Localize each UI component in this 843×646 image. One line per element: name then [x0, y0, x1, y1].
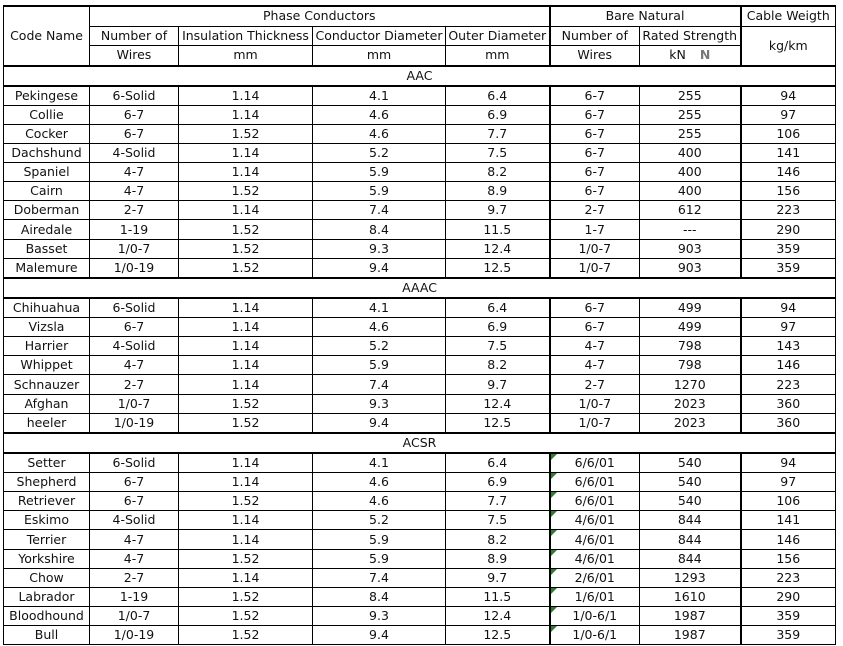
- outer-diameter-cell[interactable]: 6.9: [446, 473, 550, 492]
- code-name-cell[interactable]: Terrier: [4, 530, 90, 549]
- phase-wires-cell[interactable]: 1/0-7: [90, 607, 179, 626]
- rated-strength-header[interactable]: Rated Strength: [640, 26, 741, 46]
- table-row: [4, 549, 836, 568]
- insulation-cell[interactable]: 1.52: [179, 239, 313, 258]
- table-row: [4, 143, 836, 162]
- outer-diameter-cell[interactable]: 8.9: [446, 182, 550, 201]
- rated-strength-cell[interactable]: 798: [640, 337, 741, 356]
- table-row: [4, 258, 836, 278]
- phase-wires-cell[interactable]: 6-7: [90, 124, 179, 143]
- rated-strength-cell[interactable]: 903: [640, 239, 741, 258]
- outer-diameter-cell[interactable]: 7.7: [446, 124, 550, 143]
- phase-wires-cell[interactable]: 6-7: [90, 318, 179, 337]
- table-row: [4, 318, 836, 337]
- code-name-cell[interactable]: Labrador: [4, 587, 90, 606]
- rated-strength-cell[interactable]: 499: [640, 298, 741, 318]
- outer-unit-header[interactable]: mm: [446, 46, 550, 66]
- phase-wires-cell[interactable]: 2-7: [90, 568, 179, 587]
- insulation-cell[interactable]: 1.14: [179, 318, 313, 337]
- phase-wires-cell[interactable]: 1/0-7: [90, 239, 179, 258]
- weight-cell[interactable]: 106: [741, 492, 836, 511]
- weight-cell[interactable]: 223: [741, 201, 836, 220]
- bare-wires-cell[interactable]: 6-7: [550, 318, 640, 337]
- code-name-cell[interactable]: Doberman: [4, 201, 90, 220]
- table-row: [4, 626, 836, 645]
- table-row: [4, 124, 836, 143]
- weight-cell[interactable]: 156: [741, 549, 836, 568]
- outer-diameter-cell[interactable]: 12.5: [446, 258, 550, 278]
- bare-wires-cell[interactable]: 4/6/01: [550, 511, 640, 530]
- conductor-diameter-cell[interactable]: 9.3: [313, 239, 446, 258]
- insulation-cell[interactable]: 1.14: [179, 530, 313, 549]
- outer-diameter-cell[interactable]: 6.4: [446, 298, 550, 318]
- conductor-diameter-cell[interactable]: 5.9: [313, 356, 446, 375]
- table-row: [4, 86, 836, 106]
- code-name-cell[interactable]: heeler: [4, 413, 90, 433]
- bare-wires-cell[interactable]: 6/6/01: [550, 453, 640, 473]
- rated-strength-cell[interactable]: 2023: [640, 394, 741, 413]
- bare-wires-cell[interactable]: 6-7: [550, 182, 640, 201]
- bare-wires-cell[interactable]: 2/6/01: [550, 568, 640, 587]
- insulation-cell[interactable]: 1.14: [179, 375, 313, 394]
- weight-cell[interactable]: 141: [741, 511, 836, 530]
- conductor-diameter-cell[interactable]: 9.3: [313, 394, 446, 413]
- outer-diameter-cell[interactable]: 12.4: [446, 394, 550, 413]
- weight-cell[interactable]: 156: [741, 182, 836, 201]
- rated-strength-cell[interactable]: 1610: [640, 587, 741, 606]
- bare-wires-cell[interactable]: 2-7: [550, 375, 640, 394]
- rated-strength-cell[interactable]: 1293: [640, 568, 741, 587]
- weight-cell[interactable]: 359: [741, 239, 836, 258]
- bare-wires-cell[interactable]: 6-7: [550, 105, 640, 124]
- section-title[interactable]: AAC: [4, 66, 836, 86]
- weight-cell[interactable]: 223: [741, 375, 836, 394]
- conductor-diameter-cell[interactable]: 9.4: [313, 258, 446, 278]
- insulation-cell[interactable]: 1.14: [179, 473, 313, 492]
- bare-wires-cell[interactable]: 6/6/01: [550, 473, 640, 492]
- section-row: [4, 66, 836, 86]
- outer-diameter-cell[interactable]: 12.4: [446, 239, 550, 258]
- phase-wires-cell[interactable]: 4-7: [90, 549, 179, 568]
- table-row: [4, 298, 836, 318]
- outer-diameter-cell[interactable]: 7.5: [446, 511, 550, 530]
- conductor-diameter-cell[interactable]: 9.4: [313, 413, 446, 433]
- outer-diameter-cell[interactable]: 9.7: [446, 375, 550, 394]
- code-name-cell[interactable]: Cairn: [4, 182, 90, 201]
- rated-strength-cell[interactable]: 844: [640, 549, 741, 568]
- table-row: [4, 105, 836, 124]
- outer-diameter-cell[interactable]: 8.2: [446, 530, 550, 549]
- section-row: [4, 433, 836, 453]
- weight-cell[interactable]: 143: [741, 337, 836, 356]
- outer-diameter-cell[interactable]: 8.9: [446, 549, 550, 568]
- outer-diameter-cell[interactable]: 12.4: [446, 607, 550, 626]
- cable-spec-table: [3, 5, 836, 645]
- bare-wires-header[interactable]: Wires: [550, 46, 640, 66]
- bare-wires-cell[interactable]: 1-7: [550, 220, 640, 239]
- phase-wires-cell[interactable]: 4-Solid: [90, 511, 179, 530]
- weight-cell[interactable]: 97: [741, 105, 836, 124]
- n-mark-label: N: [699, 47, 711, 63]
- outer-diameter-cell[interactable]: 6.9: [446, 318, 550, 337]
- conductor-diameter-cell[interactable]: 5.9: [313, 549, 446, 568]
- insulation-cell[interactable]: 1.14: [179, 105, 313, 124]
- insulation-cell[interactable]: 1.52: [179, 549, 313, 568]
- weight-cell[interactable]: 359: [741, 626, 836, 645]
- table-row: [4, 568, 836, 587]
- outer-diameter-cell[interactable]: 9.7: [446, 201, 550, 220]
- conductor-diameter-cell[interactable]: 5.9: [313, 530, 446, 549]
- insulation-cell[interactable]: 1.14: [179, 511, 313, 530]
- rated-strength-cell[interactable]: 540: [640, 492, 741, 511]
- rated-strength-cell[interactable]: 844: [640, 511, 741, 530]
- code-name-header[interactable]: Code Name: [4, 6, 90, 66]
- conductor-diameter-cell[interactable]: 5.2: [313, 143, 446, 162]
- conductor-diameter-cell[interactable]: 9.3: [313, 607, 446, 626]
- weight-cell[interactable]: 360: [741, 413, 836, 433]
- phase-wires-cell[interactable]: 4-Solid: [90, 337, 179, 356]
- insulation-cell[interactable]: 1.52: [179, 413, 313, 433]
- phase-wires-cell[interactable]: 1-19: [90, 220, 179, 239]
- bare-wires-cell[interactable]: 4/6/01: [550, 530, 640, 549]
- code-name-cell[interactable]: Whippet: [4, 356, 90, 375]
- phase-wires-cell[interactable]: 1/0-7: [90, 394, 179, 413]
- insulation-cell[interactable]: 1.14: [179, 568, 313, 587]
- bare-wires-cell[interactable]: 6/6/01: [550, 492, 640, 511]
- phase-wires-cell[interactable]: 1/0-19: [90, 413, 179, 433]
- phase-wires-header[interactable]: Wires: [90, 46, 179, 66]
- bare-wires-cell[interactable]: 1/0-7: [550, 239, 640, 258]
- rated-strength-cell[interactable]: 400: [640, 182, 741, 201]
- conductor-unit-header[interactable]: mm: [313, 46, 446, 66]
- rated-strength-cell[interactable]: 400: [640, 143, 741, 162]
- bare-wires-cell[interactable]: 4-7: [550, 356, 640, 375]
- code-name-cell[interactable]: Cocker: [4, 124, 90, 143]
- table-row: [4, 375, 836, 394]
- bare-wires-cell[interactable]: 1/0-7: [550, 394, 640, 413]
- conductor-diameter-cell[interactable]: 5.9: [313, 182, 446, 201]
- table-row: [4, 473, 836, 492]
- code-name-cell[interactable]: Dachshund: [4, 143, 90, 162]
- section-title[interactable]: AAAC: [4, 278, 836, 298]
- insulation-cell[interactable]: 1.52: [179, 607, 313, 626]
- phase-wires-cell[interactable]: 6-7: [90, 473, 179, 492]
- rated-strength-cell[interactable]: 1987: [640, 607, 741, 626]
- conductor-diameter-cell[interactable]: 4.1: [313, 453, 446, 473]
- conductor-diameter-cell[interactable]: 5.2: [313, 337, 446, 356]
- weight-cell[interactable]: 94: [741, 298, 836, 318]
- strength-unit-header[interactable]: [640, 46, 741, 66]
- phase-wires-cell[interactable]: 2-7: [90, 375, 179, 394]
- bare-wires-cell[interactable]: 1/0-7: [550, 413, 640, 433]
- table-row: [4, 607, 836, 626]
- rated-strength-cell[interactable]: 903: [640, 258, 741, 278]
- outer-diameter-cell[interactable]: 12.5: [446, 626, 550, 645]
- outer-diameter-cell[interactable]: 11.5: [446, 220, 550, 239]
- insulation-cell[interactable]: 1.52: [179, 587, 313, 606]
- cable-weight-header[interactable]: Cable Weigth: [741, 6, 836, 26]
- bare-wires-cell[interactable]: 6-7: [550, 124, 640, 143]
- insulation-cell[interactable]: 1.52: [179, 394, 313, 413]
- code-name-cell[interactable]: Collie: [4, 105, 90, 124]
- bare-wires-cell[interactable]: 1/0-7: [550, 258, 640, 278]
- conductor-diameter-header[interactable]: Conductor Diameter: [313, 26, 446, 46]
- conductor-diameter-cell[interactable]: 4.6: [313, 492, 446, 511]
- table-row: [4, 163, 836, 182]
- weight-cell[interactable]: 94: [741, 86, 836, 106]
- code-name-cell[interactable]: Afghan: [4, 394, 90, 413]
- insulation-cell[interactable]: 1.52: [179, 258, 313, 278]
- rated-strength-cell[interactable]: 1987: [640, 626, 741, 645]
- code-name-cell[interactable]: Retriever: [4, 492, 90, 511]
- table-row: [4, 587, 836, 606]
- table-row: [4, 201, 836, 220]
- rated-strength-cell[interactable]: 612: [640, 201, 741, 220]
- conductor-diameter-cell[interactable]: 4.6: [313, 105, 446, 124]
- phase-wires-cell[interactable]: 1-19: [90, 587, 179, 606]
- rated-strength-cell[interactable]: 1270: [640, 375, 741, 394]
- table-row: [4, 492, 836, 511]
- weight-cell[interactable]: 94: [741, 453, 836, 473]
- weight-cell[interactable]: 290: [741, 587, 836, 606]
- outer-diameter-cell[interactable]: 7.5: [446, 143, 550, 162]
- section-row: [4, 278, 836, 298]
- weight-cell[interactable]: 141: [741, 143, 836, 162]
- code-name-cell[interactable]: Chihuahua: [4, 298, 90, 318]
- weight-cell[interactable]: 360: [741, 394, 836, 413]
- outer-diameter-cell[interactable]: 9.7: [446, 568, 550, 587]
- phase-wires-cell[interactable]: 2-7: [90, 201, 179, 220]
- table-row: [4, 530, 836, 549]
- bare-wires-cell[interactable]: 2-7: [550, 201, 640, 220]
- outer-diameter-cell[interactable]: 6.9: [446, 105, 550, 124]
- rated-strength-cell[interactable]: 255: [640, 105, 741, 124]
- insulation-cell[interactable]: 1.14: [179, 163, 313, 182]
- code-name-cell[interactable]: Spaniel: [4, 163, 90, 182]
- table-row: [4, 239, 836, 258]
- outer-diameter-cell[interactable]: 7.7: [446, 492, 550, 511]
- phase-wires-cell[interactable]: 6-Solid: [90, 86, 179, 106]
- weight-cell[interactable]: 359: [741, 258, 836, 278]
- weight-cell[interactable]: 146: [741, 356, 836, 375]
- code-name-cell[interactable]: Schnauzer: [4, 375, 90, 394]
- code-name-cell[interactable]: Vizsla: [4, 318, 90, 337]
- insulation-cell[interactable]: 1.14: [179, 337, 313, 356]
- code-name-cell[interactable]: Pekingese: [4, 86, 90, 106]
- phase-wires-cell[interactable]: 6-Solid: [90, 298, 179, 318]
- rated-strength-cell[interactable]: 798: [640, 356, 741, 375]
- bare-wires-cell[interactable]: 6-7: [550, 298, 640, 318]
- table-row: [4, 337, 836, 356]
- weight-cell[interactable]: 97: [741, 473, 836, 492]
- bare-wires-cell[interactable]: 1/0-6/1: [550, 607, 640, 626]
- table-row: [4, 356, 836, 375]
- section-title[interactable]: ACSR: [4, 433, 836, 453]
- code-name-cell[interactable]: Yorkshire: [4, 549, 90, 568]
- table-row: [4, 394, 836, 413]
- conductor-diameter-cell[interactable]: 7.4: [313, 375, 446, 394]
- table-row: [4, 413, 836, 433]
- rated-strength-cell[interactable]: 2023: [640, 413, 741, 433]
- rated-strength-cell[interactable]: ---: [640, 220, 741, 239]
- outer-diameter-cell[interactable]: 6.4: [446, 453, 550, 473]
- rated-strength-cell[interactable]: 255: [640, 86, 741, 106]
- insulation-cell[interactable]: 1.52: [179, 492, 313, 511]
- code-name-cell[interactable]: Malemure: [4, 258, 90, 278]
- bare-number-of-header[interactable]: Number of: [550, 26, 640, 46]
- conductor-diameter-cell[interactable]: 7.4: [313, 201, 446, 220]
- rated-strength-cell[interactable]: 499: [640, 318, 741, 337]
- phase-conductors-header[interactable]: Phase Conductors: [90, 6, 550, 26]
- insulation-cell[interactable]: 1.52: [179, 124, 313, 143]
- conductor-diameter-cell[interactable]: 4.6: [313, 124, 446, 143]
- conductor-diameter-cell[interactable]: 7.4: [313, 568, 446, 587]
- conductor-diameter-cell[interactable]: 4.6: [313, 473, 446, 492]
- code-name-cell[interactable]: Chow: [4, 568, 90, 587]
- bare-wires-cell[interactable]: 1/0-6/1: [550, 626, 640, 645]
- bare-wires-cell[interactable]: 1/6/01: [550, 587, 640, 606]
- insulation-cell[interactable]: 1.14: [179, 86, 313, 106]
- bare-wires-cell[interactable]: 4-7: [550, 337, 640, 356]
- bare-natural-header[interactable]: Bare Natural: [550, 6, 741, 26]
- conductor-diameter-cell[interactable]: 5.2: [313, 511, 446, 530]
- weight-cell[interactable]: 146: [741, 530, 836, 549]
- phase-wires-cell[interactable]: 6-Solid: [90, 453, 179, 473]
- insulation-unit-header[interactable]: mm: [179, 46, 313, 66]
- table-row: [4, 511, 836, 530]
- outer-diameter-cell[interactable]: 6.4: [446, 86, 550, 106]
- weight-cell[interactable]: 223: [741, 568, 836, 587]
- phase-wires-cell[interactable]: 1/0-19: [90, 258, 179, 278]
- weight-cell[interactable]: 106: [741, 124, 836, 143]
- rated-strength-cell[interactable]: 540: [640, 453, 741, 473]
- code-name-cell[interactable]: Setter: [4, 453, 90, 473]
- table-body: [4, 66, 836, 645]
- strength-unit-label: kN: [669, 47, 686, 63]
- code-name-cell[interactable]: Shepherd: [4, 473, 90, 492]
- insulation-cell[interactable]: 1.14: [179, 356, 313, 375]
- conductor-diameter-cell[interactable]: 8.4: [313, 220, 446, 239]
- insulation-cell[interactable]: 1.52: [179, 626, 313, 645]
- rated-strength-cell[interactable]: 400: [640, 163, 741, 182]
- outer-diameter-cell[interactable]: 8.2: [446, 163, 550, 182]
- weight-cell[interactable]: 97: [741, 318, 836, 337]
- rated-strength-cell[interactable]: 844: [640, 530, 741, 549]
- conductor-diameter-cell[interactable]: 4.1: [313, 298, 446, 318]
- phase-wires-cell[interactable]: 6-7: [90, 492, 179, 511]
- code-name-cell[interactable]: Bull: [4, 626, 90, 645]
- weight-cell[interactable]: 359: [741, 607, 836, 626]
- conductor-diameter-cell[interactable]: 4.6: [313, 318, 446, 337]
- insulation-cell[interactable]: 1.52: [179, 220, 313, 239]
- insulation-cell[interactable]: 1.14: [179, 453, 313, 473]
- phase-wires-cell[interactable]: 1/0-19: [90, 626, 179, 645]
- table-row: [4, 182, 836, 201]
- phase-number-of-header[interactable]: Number of: [90, 26, 179, 46]
- phase-wires-cell[interactable]: 4-7: [90, 530, 179, 549]
- insulation-thickness-header[interactable]: Insulation Thickness: [179, 26, 313, 46]
- code-name-cell[interactable]: Bloodhound: [4, 607, 90, 626]
- code-name-cell[interactable]: Basset: [4, 239, 90, 258]
- outer-diameter-cell[interactable]: 11.5: [446, 587, 550, 606]
- outer-diameter-cell[interactable]: 7.5: [446, 337, 550, 356]
- code-name-cell[interactable]: Harrier: [4, 337, 90, 356]
- bare-wires-cell[interactable]: 6-7: [550, 143, 640, 162]
- rated-strength-cell[interactable]: 255: [640, 124, 741, 143]
- phase-wires-cell[interactable]: 4-7: [90, 163, 179, 182]
- bare-wires-cell[interactable]: 4/6/01: [550, 549, 640, 568]
- conductor-diameter-cell[interactable]: 4.1: [313, 86, 446, 106]
- table-row: [4, 453, 836, 473]
- conductor-diameter-cell[interactable]: 5.9: [313, 163, 446, 182]
- weight-unit-header[interactable]: kg/km: [741, 26, 836, 66]
- code-name-cell[interactable]: Eskimo: [4, 511, 90, 530]
- rated-strength-cell[interactable]: 540: [640, 473, 741, 492]
- insulation-cell[interactable]: 1.52: [179, 182, 313, 201]
- insulation-cell[interactable]: 1.14: [179, 201, 313, 220]
- conductor-diameter-cell[interactable]: 9.4: [313, 626, 446, 645]
- table-row: [4, 220, 836, 239]
- outer-diameter-header[interactable]: Outer Diameter: [446, 26, 550, 46]
- weight-cell[interactable]: 146: [741, 163, 836, 182]
- outer-diameter-cell[interactable]: 12.5: [446, 413, 550, 433]
- phase-wires-cell[interactable]: 4-Solid: [90, 143, 179, 162]
- phase-wires-cell[interactable]: 6-7: [90, 105, 179, 124]
- conductor-diameter-cell[interactable]: 8.4: [313, 587, 446, 606]
- phase-wires-cell[interactable]: 4-7: [90, 182, 179, 201]
- code-name-cell[interactable]: Airedale: [4, 220, 90, 239]
- insulation-cell[interactable]: 1.14: [179, 298, 313, 318]
- insulation-cell[interactable]: 1.14: [179, 143, 313, 162]
- phase-wires-cell[interactable]: 4-7: [90, 356, 179, 375]
- weight-cell[interactable]: 290: [741, 220, 836, 239]
- bare-wires-cell[interactable]: 6-7: [550, 86, 640, 106]
- outer-diameter-cell[interactable]: 8.2: [446, 356, 550, 375]
- bare-wires-cell[interactable]: 6-7: [550, 163, 640, 182]
